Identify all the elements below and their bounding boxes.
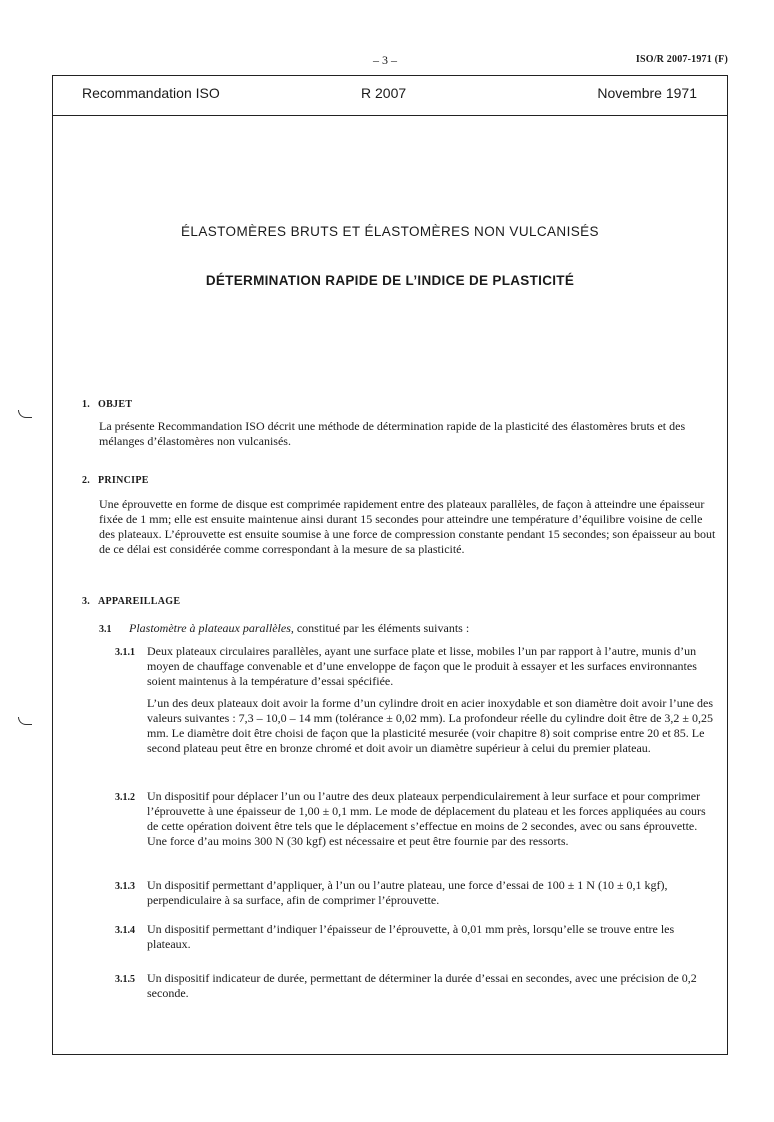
margin-mark-bottom <box>18 717 32 725</box>
item-number: 3.1.3 <box>115 881 135 892</box>
subsection-rest: constitué par les éléments suivants : <box>293 621 470 635</box>
section-number: 1. <box>82 399 91 410</box>
item-text: L’un des deux plateaux doit avoir la forme d’un cylindre droit en acier inoxydable et son diamètre doit avoir l’une des valeurs suivantes : 7,3 – 10,0 – 14 mm (tolérance ± 0,02 mm). La profondeur réelle du cylindre doit être de 3,2 ± 0,25 mm. Le diamètre doit être choisi de façon que la plasticité mesurée (voir chapitre 8) soit comprise entre 20 et 85. Le second plateau peut être en bronze chromé et doit avoir un diamètre supérieur à celui du premier plateau. <box>147 696 714 755</box>
section-text-objet: La présente Recommandation ISO décrit une méthode de détermination rapide de la plasticité des élastomères bruts et des mélanges d’élastomères non vulcanisés. <box>99 419 686 448</box>
document-subtitle: DÉTERMINATION RAPIDE DE L’INDICE DE PLASTICITÉ <box>205 273 575 288</box>
header-organization: Recommandation ISO <box>82 85 220 101</box>
section-title: OBJET <box>98 399 133 410</box>
margin-mark-top <box>18 410 32 418</box>
item-text: Un dispositif pour déplacer l’un ou l’autre des deux plateaux perpendiculairement à leur surface et pour comprimer l’éprouvette à une épaisseur de 1,00 ± 0,1 mm. Le mode de déplacement du plateau et les forces appliquées au cours de cette opération doivent être tels que le déplacement s’effectue en moins de 2 secondes, avec ou sans éprouvette. Une force d’au moins 300 N (30 kgf) est nécessaire et peut être fournie par des ressorts. <box>147 789 706 848</box>
section-title: PRINCIPE <box>98 475 149 486</box>
section-number: 3. <box>82 596 91 607</box>
document-frame <box>52 75 728 1055</box>
subsection-3-1 <box>99 621 469 637</box>
document-reference: ISO/R 2007-1971 (F) <box>635 54 728 65</box>
item-number: 3.1.1 <box>115 647 135 658</box>
item-3-1-2 <box>115 789 715 849</box>
item-3-1-1-continued <box>115 696 715 756</box>
section-number: 2. <box>82 475 91 486</box>
section-heading-appareillage <box>82 596 180 607</box>
document-title: ÉLASTOMÈRES BRUTS ET ÉLASTOMÈRES NON VULCANISÉS <box>181 224 599 239</box>
item-number: 3.1.2 <box>115 792 135 803</box>
item-3-1-5 <box>115 971 715 1001</box>
item-number: 3.1.5 <box>115 974 135 985</box>
item-text: Un dispositif permettant d’appliquer, à l’un ou l’autre plateau, une force d’essai de 100 ± 1 N (10 ± 0,1 kgf), perpendiculaire à sa surface, afin de comprimer l’éprouvette. <box>147 878 668 907</box>
item-3-1-3 <box>115 878 715 908</box>
item-text: Deux plateaux circulaires parallèles, ayant une surface plate et lisse, mobiles l’un par rapport à l’autre, munis d’un moyen de chauffage convenable et d’une enveloppe de façon que le produit à essayer et les surfaces environnantes soient maintenus à la température d’essai spécifiée. <box>147 644 697 688</box>
header-date: Novembre 1971 <box>597 85 697 101</box>
section-text-principe: Une éprouvette en forme de disque est comprimée rapidement entre des plateaux parallèles, de façon à atteindre une épaisseur fixée de 1 mm; elle est ensuite maintenue ainsi durant 15 secondes pour atteindre une température d’équilibre voisine de celle des plateaux. L’éprouvette est ensuite soumise à une force de compression constante pendant 15 secondes; son épaisseur au bout de ce délai est considérée comme correspondant à la mesure de sa plasticité. <box>99 497 716 556</box>
item-number: 3.1.4 <box>115 925 135 936</box>
subsection-title: Plastomètre à plateaux parallèles, <box>129 621 294 635</box>
section-heading-objet <box>82 399 132 410</box>
item-3-1-4 <box>115 922 715 952</box>
header-recommendation-number: R 2007 <box>361 85 407 101</box>
item-text: Un dispositif indicateur de durée, permettant de déterminer la durée d’essai en secondes, avec une précision de 0,2 seconde. <box>147 971 697 1000</box>
section-heading-principe <box>82 475 149 486</box>
item-text: Un dispositif permettant d’indiquer l’épaisseur de l’éprouvette, à 0,01 mm près, lorsqu’elle se trouve entre les plateaux. <box>147 922 675 951</box>
page-number: – 3 – <box>373 53 397 67</box>
header-divider <box>53 115 727 116</box>
subsection-number: 3.1 <box>99 624 112 635</box>
item-3-1-1 <box>115 644 715 689</box>
section-title: APPAREILLAGE <box>98 596 181 607</box>
